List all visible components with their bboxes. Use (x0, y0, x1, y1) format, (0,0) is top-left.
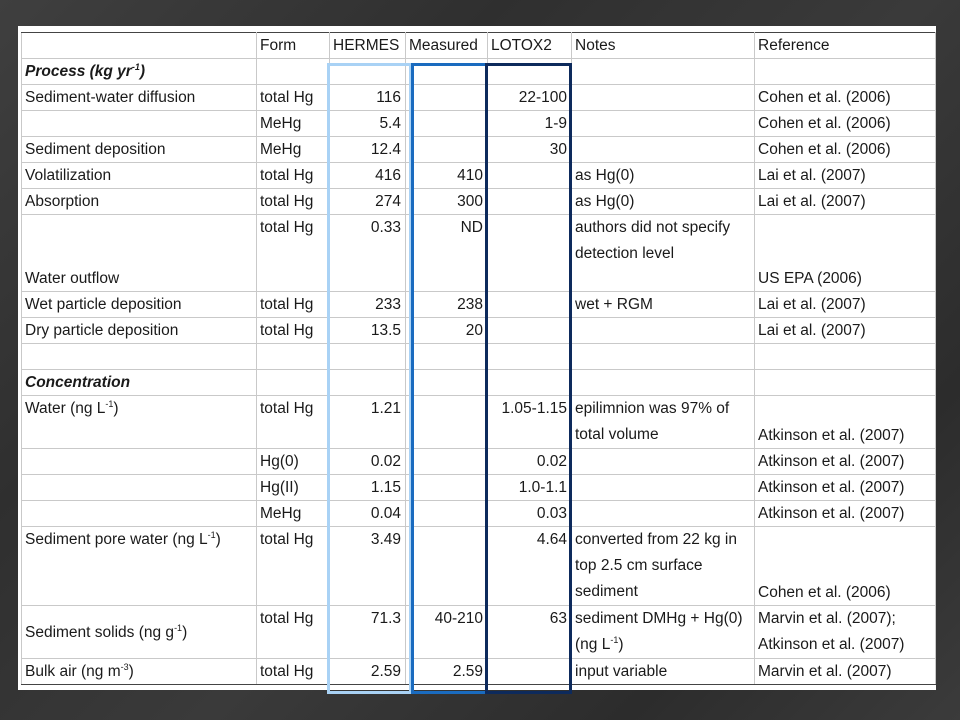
header-cell (22, 33, 257, 59)
row-label: Sediment deposition (22, 137, 257, 163)
measured-cell (406, 85, 488, 111)
hermes-cell: 0.02 (330, 449, 406, 475)
measured-cell: 40-210 (406, 606, 488, 659)
table-row (22, 111, 936, 137)
table-row (22, 137, 936, 163)
form-cell: total Hg (257, 163, 330, 189)
notes-cell: converted from 22 kg in top 2.5 cm surface sediment (572, 527, 755, 606)
form-cell: total Hg (257, 318, 330, 344)
measured-cell: 300 (406, 189, 488, 215)
lotox2-cell: 63 (488, 606, 572, 659)
measured-cell: 410 (406, 163, 488, 189)
header-cell: Measured (406, 33, 488, 59)
measured-cell: ND (406, 215, 488, 292)
form-cell: total Hg (257, 215, 330, 292)
table-row (22, 292, 936, 318)
hermes-cell: 416 (330, 163, 406, 189)
empty-row (22, 344, 936, 370)
hermes-cell: 13.5 (330, 318, 406, 344)
form-cell: MeHg (257, 111, 330, 137)
table-row (22, 659, 936, 685)
reference-cell: US EPA (2006) (755, 215, 936, 292)
header-cell: Form (257, 33, 330, 59)
notes-cell (572, 85, 755, 111)
section-title-process: Process (kg $yr^{-1}$) (22, 59, 257, 85)
lotox2-cell: 22-100 (488, 85, 572, 111)
reference-cell: Atkinson et al. (2007) (755, 396, 936, 449)
row-label: Sediment solids (ng $g^{-1}$) (22, 606, 257, 659)
form-cell: total Hg (257, 85, 330, 111)
form-cell: total Hg (257, 189, 330, 215)
header-cell: Notes (572, 33, 755, 59)
reference-cell: Cohen et al. (2006) (755, 111, 936, 137)
lotox2-cell: 4.64 (488, 527, 572, 606)
hermes-cell: 0.04 (330, 501, 406, 527)
notes-cell: sediment DMHg + Hg(0) (ng $L^{-1}$) (572, 606, 755, 659)
table-row (22, 318, 936, 344)
hermes-cell: 1.15 (330, 475, 406, 501)
data-table (21, 32, 936, 685)
notes-cell (572, 475, 755, 501)
hermes-cell: 12.4 (330, 137, 406, 163)
row-label: Water (ng $L^{-1}$) (22, 396, 257, 449)
measured-cell: 238 (406, 292, 488, 318)
table-row (22, 449, 936, 475)
measured-cell: 2.59 (406, 659, 488, 685)
reference-cell: Atkinson et al. (2007) (755, 501, 936, 527)
notes-cell: as Hg(0) (572, 163, 755, 189)
table-row (22, 396, 936, 449)
hermes-cell: 3.49 (330, 527, 406, 606)
row-label: Dry particle deposition (22, 318, 257, 344)
reference-cell: Cohen et al. (2006) (755, 137, 936, 163)
measured-cell: 20 (406, 318, 488, 344)
reference-cell: Lai et al. (2007) (755, 292, 936, 318)
lotox2-cell (488, 215, 572, 292)
hermes-cell: 0.33 (330, 215, 406, 292)
notes-cell (572, 137, 755, 163)
reference-cell: Marvin et al. (2007) (755, 659, 936, 685)
row-label: Absorption (22, 189, 257, 215)
reference-cell: Cohen et al. (2006) (755, 527, 936, 606)
hermes-cell: 116 (330, 85, 406, 111)
measured-cell (406, 475, 488, 501)
lotox2-cell: 1-9 (488, 111, 572, 137)
row-label (22, 449, 257, 475)
row-label: Wet particle deposition (22, 292, 257, 318)
row-label: Sediment pore water (ng $L^{-1}$) (22, 527, 257, 606)
lotox2-cell: 0.03 (488, 501, 572, 527)
table-row (22, 501, 936, 527)
form-cell: MeHg (257, 137, 330, 163)
notes-cell: as Hg(0) (572, 189, 755, 215)
notes-cell: authors did not specify detection level (572, 215, 755, 292)
form-cell: total Hg (257, 606, 330, 659)
row-label: Volatilization (22, 163, 257, 189)
row-label: Water outflow (22, 215, 257, 292)
table-row (22, 163, 936, 189)
reference-cell: Lai et al. (2007) (755, 189, 936, 215)
lotox2-cell: 1.0-1.1 (488, 475, 572, 501)
reference-cell: Cohen et al. (2006) (755, 85, 936, 111)
lotox2-cell: 0.02 (488, 449, 572, 475)
reference-cell: Lai et al. (2007) (755, 163, 936, 189)
notes-cell (572, 501, 755, 527)
measured-cell (406, 449, 488, 475)
lotox2-cell (488, 163, 572, 189)
lotox2-cell (488, 659, 572, 685)
notes-cell (572, 111, 755, 137)
measured-cell (406, 501, 488, 527)
hermes-cell: 274 (330, 189, 406, 215)
form-cell: total Hg (257, 292, 330, 318)
hermes-cell: 2.59 (330, 659, 406, 685)
section-row (22, 59, 936, 85)
lotox2-cell (488, 292, 572, 318)
notes-cell: wet + RGM (572, 292, 755, 318)
row-label: Sediment-water diffusion (22, 85, 257, 111)
hermes-cell: 5.4 (330, 111, 406, 137)
form-cell: total Hg (257, 659, 330, 685)
notes-cell: input variable (572, 659, 755, 685)
notes-cell (572, 449, 755, 475)
notes-cell: epilimnion was 97% of total volume (572, 396, 755, 449)
measured-cell (406, 111, 488, 137)
reference-cell: Lai et al. (2007) (755, 318, 936, 344)
table-row (22, 85, 936, 111)
form-cell: Hg(II) (257, 475, 330, 501)
header-cell: HERMES (330, 33, 406, 59)
notes-cell (572, 318, 755, 344)
form-cell: Hg(0) (257, 449, 330, 475)
form-cell: total Hg (257, 396, 330, 449)
reference-cell: Atkinson et al. (2007) (755, 449, 936, 475)
row-label (22, 501, 257, 527)
section-row (22, 370, 936, 396)
table-row (22, 527, 936, 606)
measured-cell (406, 527, 488, 606)
section-title-concentration: Concentration (22, 370, 257, 396)
reference-cell: Atkinson et al. (2007) (755, 475, 936, 501)
reference-cell: Marvin et al. (2007); Atkinson et al. (2007) (755, 606, 936, 659)
hermes-cell: 71.3 (330, 606, 406, 659)
hermes-cell: 233 (330, 292, 406, 318)
lotox2-cell (488, 318, 572, 344)
lotox2-cell (488, 189, 572, 215)
table-row (22, 215, 936, 292)
row-label (22, 111, 257, 137)
lotox2-cell: 30 (488, 137, 572, 163)
measured-cell (406, 137, 488, 163)
row-label: Bulk air (ng $m^{-3}$) (22, 659, 257, 685)
row-label (22, 475, 257, 501)
header-row (22, 33, 936, 59)
form-cell: MeHg (257, 501, 330, 527)
form-cell: total Hg (257, 527, 330, 606)
table-row (22, 189, 936, 215)
measured-cell (406, 396, 488, 449)
table-row (22, 475, 936, 501)
lotox2-cell: 1.05-1.15 (488, 396, 572, 449)
hermes-cell: 1.21 (330, 396, 406, 449)
slide-table-frame (18, 26, 936, 690)
table-row (22, 606, 936, 659)
header-cell: Reference (755, 33, 936, 59)
header-cell: LOTOX2 (488, 33, 572, 59)
